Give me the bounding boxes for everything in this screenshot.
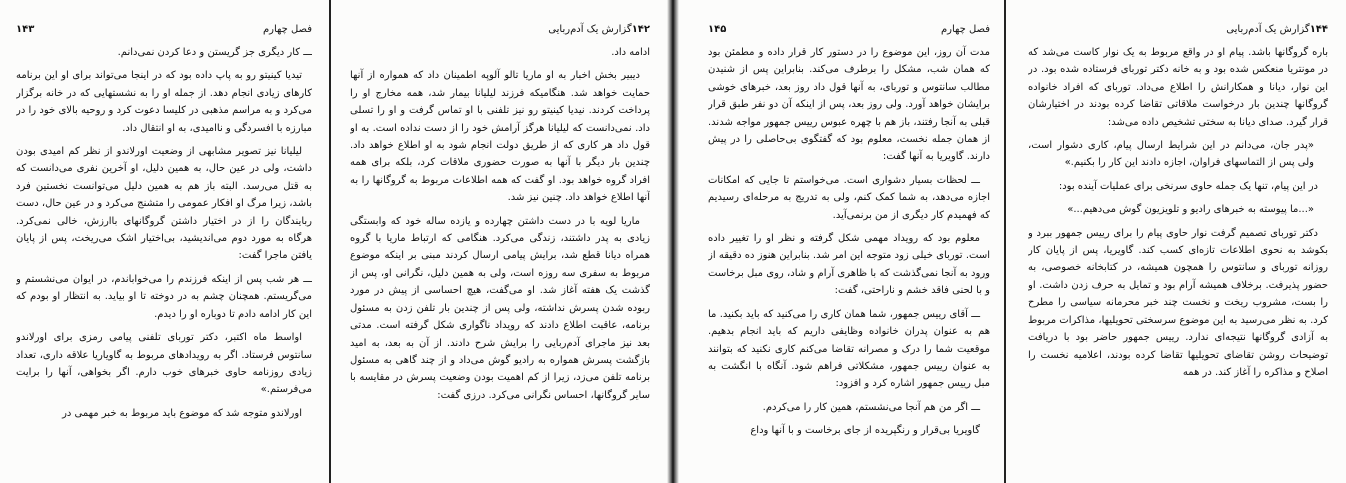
paragraph: ـــ لحظات بسیار دشواری است. می‌خواستم تا جایی که امکانات اجازه می‌دهد، به شما کمک کنم، ولی به تدریج به مرحله‌ای رسیدیم که فهمیدم کار دیگری از من برنمی‌آید. (708, 174, 990, 221)
paragraph: گاویریا بی‌قرار و رنگپریده از جای برخاست و با آنها وداع (750, 425, 980, 437)
paragraph: ماریا لویه با در دست داشتن چهارده و یازده ساله خود که وابستگی زیادی به پدر داشتند، زندگی می‌کرد. هنگامی که ارتباط ماریا با گروه همراه دیانا قطع شد، برایش پیامی ارسال کردند مبنی بر اینکه موضوع مربوط به سفری سه روزه است، ولی به همین دلیل، نگرانی او، پس از گذشت یک هفته آغاز شد. او می‌گفت، هیچ احساسی از پیش در مورد ربوده شدن پسرش نداشته، ولی پس از چندین بار تلفن زدن به مسئول برنامه، عاقبت اطلاع دادند که رویداد ناگواری شکل گرفته است. مدتی بعد نیز ماجرای آدم‌ربایی را برایش شرح دادند. از آن به بعد، به امید بازگشت پسرش همواره به رادیو گوش می‌داد و از چند گاهی به مسئول برنامه تلفن می‌زد، زیرا از کم اهمیت بودن وضعیت پسرش در مقایسه با سایر گروگانها، احساس نگرانی می‌کرد. درزی گفت: (350, 215, 650, 401)
chapter-title: فصل چهارم (262, 24, 312, 35)
paragraph: دیبیر بخش اخبار به او ماریا تالو آلوپه اطمینان داد که همواره از آنها حمایت خواهد شد. هنگامیکه فرزند لیلیانا بیمار شد، همه مخارج او را پرداخت کردند. نیدیا کینیتو رو نیز تلفنی با او تماس گرفت و او را تسلی داد. نمی‌دانست که لیلیانا هرگز آرامش خود را از دست نداده است. به او قول داد هر کاری که از طریق دولت انجام شود به او اطلاع خواهد داد. چندین بار دیگر با آنها به صورت حضوری ملاقات کرد، بلکه برای همه افراد گروه خواهد بود. او گفت که همه اطلاعات مربوط به گروگانها را به آنها اطلاع خواهد داد. چنین نیز شد. (350, 70, 650, 204)
running-header (708, 22, 990, 38)
page-body (16, 44, 312, 475)
page-142 (350, 0, 650, 483)
paragraph: ـــ کار دیگری جز گریستن و دعا کردن نمی‌دانم. (117, 47, 312, 58)
page-144 (1028, 0, 1328, 483)
paragraph: ـــ اگر من هم آنجا می‌نشستم، همین کار را می‌کردم. (762, 401, 980, 413)
quoted-message: «پدر جان، می‌دانم در این شرایط ارسال پیام، کاری دشوار است، ولی پس از التماسهای فراوان، اجازه دادند این کار را بکنیم.» (1028, 140, 1314, 169)
paragraph: ـــ هر شب پس از اینکه فرزندم را می‌خواباندم، در ایوان می‌نشستم و می‌گریستم. همچنان چشم به در دوخته تا او بیاید. به انتظار او بودم که این کار ادامه دادم تا دوباره او را دیدم. (16, 273, 312, 320)
paragraph: معلوم بود که رویداد مهمی شکل گرفته و نظر او را تغییر داده است. توربای خیلی زود متوجه این امر شد. بنابراین هنوز ده دقیقه از ورود به آنجا نمی‌گذشت که با ظاهری آرام و شاد، روی مبل برخاست و با لحنی فاقد خشم و ناراحتی، گفت: (708, 233, 990, 297)
book-title: گزارش یک آدم‌ربایی (1226, 24, 1310, 35)
book-title: گزارش یک آدم‌ربایی (548, 24, 632, 35)
running-header (1028, 22, 1328, 38)
page-gutter (1004, 0, 1006, 483)
page-145 (708, 0, 990, 483)
paragraph: تیدیا کینیتو رو به پاپ داده بود که در اینجا می‌تواند برای او این برنامه کارهای زیادی انجام دهد. از جمله او را به نشستهایی که در خانه برگزار می‌کرد و به مراسم مذهبی در کلیسا دعوت کرد و روحیه بالای خود را در مبارزه با افسردگی و ناامیدی، به او انتقال داد. (16, 70, 312, 134)
paragraph: دکتر توربای تصمیم گرفت نوار حاوی پیام را برای رییس جمهور ببرد و بکوشد به نحوی اطلاعات تازه‌ای کسب کند. گاویریا، پس از پایان کار روزانه توربای و سانتوس را همچون همیشه، در کتابخانه خصوصی، به حضور پذیرفت. برخلاف همیشه آرام بود و تمایل به حرف زدن داشت. او را بست، مشروب ریخت و نخست چند خبر محرمانه سیاسی را مطرح کرد. به نظر می‌رسید به این موضوع سرسختی تحویلیها، مذاکرات مربوط به آزادی گروگانها نتیجه‌ای ندارد. رییس جمهور حاضر بود با دریافت توضیحات روشن تقاضای تحویلیها تقاضا کرده بودند، اعلامیه نخست را اصلاح و مذاکره را آغاز کند. در همه (1028, 227, 1328, 378)
paragraph: لیلیانا نیز تصویر مشابهی از وضعیت اورلاندو از نظر کم امیدی بودن داشت، ولی در عین حال، به همین دلیل، او آخرین نفری می‌دانست که به قتل می‌رسد. البته باز هم به همین دلیل می‌توانست نخستین فرد باشد، زیرا مرگ او افکار عمومی را متشنج می‌کرد و در عین حال، دست ربایندگان را از در اختیار داشتن گروگانهای باارزش، خالی نمی‌کرد. هرگاه به مورد دوم می‌اندیشید، بی‌اختیار اشک می‌ریخت، پس از پایان یافتن ماجرا گفت: (16, 146, 312, 262)
paragraph: اواسط ماه اکتبر، دکتر توربای تلفنی پیامی رمزی برای اورلاندو سانتوس فرستاد. اگر به رویدادهای مربوط به گاویاریا علاقه داری، تعداد زیادی روزنامه حاوی خبرهای خوب دارم. اگر بخواهی، آنها را برایت می‌فرستم.» (16, 332, 312, 396)
chapter-title: فصل چهارم (940, 24, 990, 35)
running-header (350, 22, 650, 38)
page-number: ۱۴۲ (631, 24, 650, 35)
page-body (708, 44, 990, 475)
paragraph: باره گروگانها باشد. پیام او در واقع مربوط به یک نوار کاست می‌شد که در مونتریا منعکس شده بود و به خانه دکتر توربای فرستاده شده بود. در این نوار، دیانا و همکارانش را اطلاع می‌داد. توربای که افراد خانواده گروگانها چندین بار درخواست ملاقاتی تقاضا کرده بودند در اختیارشان قرار گیرد. صدای دیانا به سختی تشخیص داده می‌شد: (1028, 47, 1328, 128)
page-gutter (329, 0, 331, 483)
quoted-message: «...ما پیوسته به خبرهای رادیو و تلویزیون گوش می‌دهیم...» (1067, 204, 1314, 216)
page-number: ۱۴۳ (16, 24, 35, 35)
paragraph: ـــ آقای رییس جمهور، شما همان کاری را می‌کنید که باید بکنید. ما هم به عنوان پدران خانواده وظایفی داریم که باید انجام بدهیم. موقعیت شما را درک و مصرانه تقاضا می‌کنم کاری نکنید که بتوانند به عنوان رییس جمهور، مشکلاتی فراهم شود. آنگاه با انگشت به مبل رییس جمهور اشاره کرد و افزود: (708, 308, 990, 390)
page-number: ۱۴۵ (708, 24, 727, 35)
running-header (16, 22, 312, 38)
paragraph: اورلاندو متوجه شد که موضوع باید مربوط به خبر مهمی در (62, 407, 302, 419)
page-body (350, 44, 650, 475)
page-body (1028, 44, 1328, 475)
paragraph: مدت آن روز، این موضوع را در دستور کار قرار داده و مطمئن بود که همان شب، مشکل را برطرف می‌کند. بنابراین پس از شنیدن مطالب سانتوس و توربای، به آنها قول داد روز بعد، خبرهای خوشی برایشان خواهد آورد. ولی روز بعد، پس از اینکه آن دو نفر طبق قرار قبلی به آنجا رفتند، باز هم با چهره عبوس رییس جمهور مواجه شدند. از همان جمله نخست، معلوم بود که گفتگوی بی‌حاصلی را در پیش دارند. گاویریا به آنها گفت: (708, 47, 990, 163)
paragraph: ادامه داد. (611, 47, 650, 58)
right-spread (673, 0, 1346, 483)
page-143 (16, 0, 312, 483)
paragraph: در این پیام، تنها یک جمله حاوی سرنخی برای عملیات آینده بود: (1058, 180, 1318, 192)
page-number: ۱۴۴ (1309, 24, 1328, 35)
binding-shadow (673, 0, 679, 483)
